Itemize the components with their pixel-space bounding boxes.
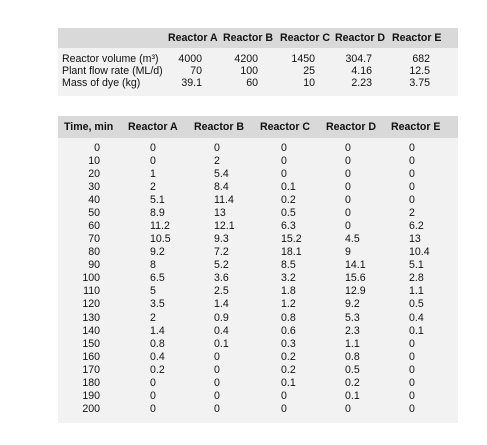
concentration-cell: 1.4 <box>214 298 229 311</box>
concentration-cell: 13 <box>214 206 226 219</box>
t2-header-reactor-c: Reactor C <box>260 121 311 133</box>
time-cell: 30 <box>88 180 100 193</box>
time-cell: 110 <box>83 285 100 298</box>
concentration-cell: 0 <box>281 167 287 180</box>
concentration-cell: 0 <box>345 193 351 206</box>
concentration-cell: 0 <box>281 141 287 154</box>
parameter-value: 39.1 <box>181 77 202 89</box>
concentration-cell: 0 <box>409 363 415 376</box>
concentration-cell: 5.4 <box>214 167 229 180</box>
time-cell: 70 <box>88 233 100 246</box>
concentration-cell: 0 <box>150 403 156 416</box>
parameter-value: 4200 <box>234 53 258 65</box>
concentration-cell: 0 <box>409 350 415 363</box>
t1-header-reactor-a: Reactor A <box>168 32 218 44</box>
concentration-cell: 6.5 <box>150 272 165 285</box>
time-cell: 40 <box>88 193 100 206</box>
concentration-cell: 0 <box>345 206 351 219</box>
concentration-cell: 0 <box>150 154 156 167</box>
concentration-cell: 0 <box>281 390 287 403</box>
t2-header-reactor-b: Reactor B <box>194 121 245 133</box>
concentration-cell: 0 <box>150 141 156 154</box>
concentration-cell: 0 <box>409 337 415 350</box>
time-cell: 160 <box>82 350 100 363</box>
concentration-cell: 11.2 <box>150 219 170 232</box>
concentration-cell: 0 <box>214 376 220 389</box>
concentration-cell: 2.8 <box>409 272 424 285</box>
concentration-cell: 13 <box>409 233 421 246</box>
concentration-cell: 5 <box>150 285 156 298</box>
concentration-cell: 0.9 <box>214 311 229 324</box>
concentration-cell: 0 <box>281 403 287 416</box>
time-cell: 140 <box>82 324 100 337</box>
t2-header-reactor-d: Reactor D <box>326 121 377 133</box>
concentration-cell: 0 <box>409 154 415 167</box>
parameter-value: 682 <box>412 53 430 65</box>
concentration-cell: 0.2 <box>150 363 165 376</box>
concentration-cell: 0 <box>150 376 156 389</box>
concentration-cell: 0 <box>345 219 351 232</box>
concentration-cell: 15.2 <box>281 233 302 246</box>
concentration-cell: 9 <box>345 246 351 259</box>
concentration-cell: 0 <box>409 403 415 416</box>
time-cell: 150 <box>82 337 100 350</box>
concentration-cell: 0.8 <box>281 311 296 324</box>
concentration-cell: 2.3 <box>345 324 360 337</box>
concentration-cell: 0.1 <box>281 180 296 193</box>
concentration-cell: 0.5 <box>345 363 360 376</box>
concentration-cell: 0 <box>214 363 220 376</box>
concentration-cell: 0.3 <box>281 337 296 350</box>
concentration-cell: 0.4 <box>214 324 229 337</box>
parameter-value: 12.5 <box>409 65 430 77</box>
time-cell: 90 <box>88 259 100 272</box>
parameter-value: 60 <box>246 77 258 89</box>
concentration-cell: 0.1 <box>409 324 424 337</box>
t1-header-reactor-d: Reactor D <box>335 32 386 44</box>
concentration-cell: 0 <box>214 350 220 363</box>
concentration-cell: 15.6 <box>345 272 366 285</box>
concentration-cell: 0 <box>214 390 220 403</box>
time-cell: 20 <box>88 167 100 180</box>
parameter-value: 70 <box>190 65 202 77</box>
concentration-cell: 9.2 <box>150 246 165 259</box>
parameter-label: Plant flow rate (ML/d) <box>62 65 163 77</box>
concentration-cell: 0 <box>214 141 220 154</box>
concentration-cell: 0.5 <box>409 298 424 311</box>
parameter-value: 4000 <box>178 53 202 65</box>
t1-header-reactor-c: Reactor C <box>280 32 331 44</box>
concentration-body-band <box>58 138 458 423</box>
concentration-cell: 12.9 <box>345 285 366 298</box>
concentration-cell: 14.1 <box>345 259 366 272</box>
parameter-value: 10 <box>303 77 315 89</box>
concentration-cell: 10.5 <box>150 233 171 246</box>
concentration-cell: 1.4 <box>150 324 165 337</box>
concentration-cell: 0 <box>409 390 415 403</box>
time-cell: 200 <box>82 403 100 416</box>
concentration-cell: 0 <box>345 167 351 180</box>
concentration-cell: 2 <box>409 206 415 219</box>
concentration-cell: 5.2 <box>214 259 229 272</box>
concentration-cell: 1.1 <box>409 285 424 298</box>
concentration-cell: 5.1 <box>409 259 424 272</box>
concentration-cell: 0.8 <box>150 337 165 350</box>
concentration-cell: 5.3 <box>345 311 360 324</box>
parameter-value: 100 <box>240 65 258 77</box>
parameter-value: 1450 <box>291 53 315 65</box>
concentration-cell: 8.9 <box>150 206 165 219</box>
time-cell: 60 <box>88 219 100 232</box>
concentration-cell: 0.6 <box>281 324 296 337</box>
concentration-cell: 0.2 <box>281 350 296 363</box>
time-cell: 100 <box>82 272 100 285</box>
t2-header-time: Time, min <box>64 121 114 133</box>
concentration-cell: 8.5 <box>281 259 296 272</box>
time-cell: 180 <box>82 376 100 389</box>
t2-header-reactor-a: Reactor A <box>128 121 178 133</box>
concentration-cell: 12.1 <box>214 219 235 232</box>
parameter-value: 25 <box>303 65 315 77</box>
concentration-cell: 2.5 <box>214 285 229 298</box>
t1-header-reactor-b: Reactor B <box>223 32 274 44</box>
concentration-cell: 2 <box>150 311 156 324</box>
concentration-cell: 0 <box>345 403 351 416</box>
concentration-cell: 9.2 <box>345 298 360 311</box>
concentration-cell: 8 <box>150 259 156 272</box>
parameter-label: Reactor volume (m³) <box>62 53 159 65</box>
parameter-value: 3.75 <box>409 77 430 89</box>
concentration-cell: 0 <box>150 390 156 403</box>
parameter-label: Mass of dye (kg) <box>62 77 141 89</box>
concentration-cell: 18.1 <box>281 246 302 259</box>
concentration-cell: 4.5 <box>345 233 360 246</box>
concentration-cell: 1 <box>150 167 156 180</box>
parameter-value: 2.23 <box>351 77 372 89</box>
concentration-cell: 0.5 <box>281 206 296 219</box>
concentration-cell: 0.8 <box>345 350 360 363</box>
concentration-cell: 7.2 <box>214 246 229 259</box>
concentration-cell: 0.1 <box>214 337 229 350</box>
concentration-cell: 0.4 <box>409 311 424 324</box>
time-cell: 120 <box>82 298 100 311</box>
concentration-cell: 5.1 <box>150 193 165 206</box>
concentration-cell: 1.2 <box>281 298 296 311</box>
concentration-cell: 10.4 <box>409 246 430 259</box>
concentration-cell: 0 <box>345 154 351 167</box>
concentration-cell: 3.6 <box>214 272 229 285</box>
concentration-cell: 0.2 <box>345 376 360 389</box>
concentration-cell: 3.5 <box>150 298 165 311</box>
concentration-cell: 1.8 <box>281 285 296 298</box>
concentration-cell: 0.1 <box>281 376 296 389</box>
concentration-cell: 0 <box>409 376 415 389</box>
concentration-cell: 0.2 <box>281 193 296 206</box>
time-cell: 10 <box>88 154 100 167</box>
concentration-cell: 0 <box>409 167 415 180</box>
time-cell: 50 <box>88 206 100 219</box>
concentration-cell: 0 <box>409 141 415 154</box>
time-cell: 130 <box>82 311 100 324</box>
concentration-cell: 0 <box>409 193 415 206</box>
concentration-cell: 8.4 <box>214 180 229 193</box>
concentration-cell: 1.1 <box>345 337 360 350</box>
concentration-cell: 0 <box>345 141 351 154</box>
concentration-cell: 9.3 <box>214 233 229 246</box>
t2-header-reactor-e: Reactor E <box>391 121 441 133</box>
concentration-cell: 0.2 <box>281 363 296 376</box>
time-cell: 0 <box>94 141 100 154</box>
time-cell: 170 <box>82 363 100 376</box>
time-cell: 190 <box>82 390 100 403</box>
concentration-cell: 3.2 <box>281 272 296 285</box>
parameter-value: 304.7 <box>345 53 372 65</box>
concentration-cell: 0.1 <box>345 390 360 403</box>
concentration-cell: 0 <box>281 154 287 167</box>
concentration-cell: 11.4 <box>214 193 234 206</box>
concentration-cell: 2 <box>214 154 220 167</box>
concentration-cell: 6.2 <box>409 219 424 232</box>
concentration-cell: 0 <box>409 180 415 193</box>
concentration-cell: 6.3 <box>281 219 296 232</box>
parameter-value: 4.16 <box>351 65 372 77</box>
concentration-cell: 0 <box>214 403 220 416</box>
concentration-cell: 2 <box>150 180 156 193</box>
time-cell: 80 <box>88 246 100 259</box>
concentration-cell: 0.4 <box>150 350 165 363</box>
concentration-cell: 0 <box>345 180 351 193</box>
t1-header-reactor-e: Reactor E <box>392 32 442 44</box>
